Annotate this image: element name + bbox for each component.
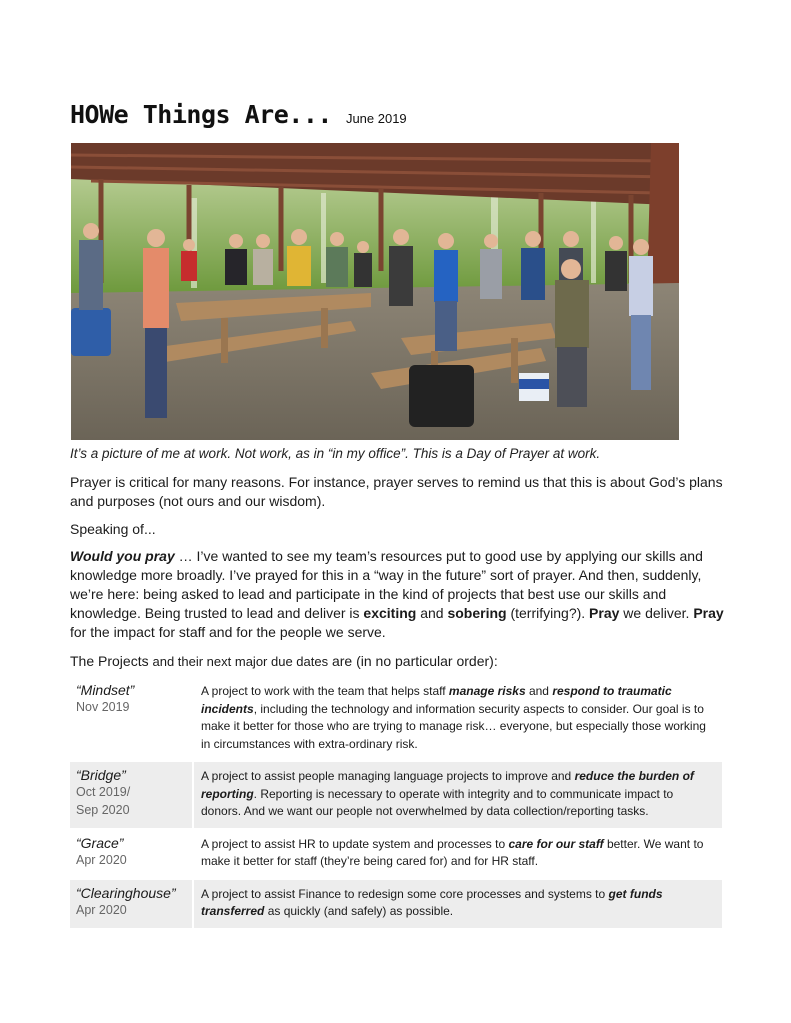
- page-title: HOWe Things Are...: [70, 100, 332, 129]
- project-description: A project to assist HR to update system and processes to care for our staff better. We want to make it better for staff (they’re being cared for) and for HR staff.: [193, 829, 722, 879]
- project-name: “Bridge”: [76, 767, 126, 783]
- projects-table: [70, 677, 722, 930]
- project-name-cell: [70, 761, 193, 829]
- projects-intro: The Projects and their next major due dates are (in no particular order):: [70, 653, 498, 669]
- issue-date: June 2019: [345, 111, 407, 126]
- table-row: [70, 761, 722, 829]
- project-due-date: Apr 2020: [76, 852, 127, 867]
- group-photo: [71, 143, 679, 440]
- project-name-cell: [70, 879, 193, 929]
- project-description: A project to work with the team that helps staff manage risks and respond to traumatic incidents, including the technology and information security aspects to consider. Our goal is to make it better for those who are trying to manage risk… everyone, but especially those working in circumstances with extra-ordinary risk.: [193, 677, 722, 761]
- transition-paragraph: Speaking of...: [70, 521, 156, 537]
- project-name: “Mindset”: [76, 682, 135, 698]
- photo-caption: It’s a picture of me at work. Not work, as in “in my office”. This is a Day of Prayer at work.: [70, 446, 601, 461]
- project-due-date: Sep 2020: [76, 803, 130, 817]
- project-description: A project to assist Finance to redesign some core processes and systems to get funds transferred as quickly (and safely) as possible.: [193, 879, 722, 929]
- table-row: [70, 677, 722, 761]
- page-header: [70, 100, 407, 129]
- table-row: [70, 829, 722, 879]
- project-due-date: Apr 2020: [76, 902, 127, 917]
- project-due-date: Nov 2019: [76, 700, 130, 714]
- project-due-date: Oct 2019/: [76, 785, 131, 799]
- prayer-lead: Would you pray: [70, 548, 175, 564]
- project-name-cell: [70, 829, 193, 879]
- project-name-cell: [70, 677, 193, 761]
- project-name: “Clearinghouse”: [76, 884, 176, 901]
- prayer-request-paragraph: Would you pray … I’ve wanted to see my team’s resources put to good use by applying our skills and knowledge more broadly. I’ve prayed for this in a “way in the future” sort of prayer. And then, suddenly, we’re here: being asked to lead and participate in the kind of projects that best use our skills and knowledge. Being trusted to lead and deliver is exciting and sobering (terrifying?). Pray we deliver. Pray for the impact for staff and for the people we serve.: [70, 548, 724, 640]
- project-name: “Grace”: [76, 834, 124, 851]
- project-description: A project to assist people managing language projects to improve and reduce the burden of reporting. Reporting is necessary to operate with integrity and to communicate impact to donors. And we want our people not overwhelmed by data collection/reporting tasks.: [193, 761, 722, 829]
- table-row: [70, 879, 722, 929]
- intro-paragraph: Prayer is critical for many reasons. For instance, prayer serves to remind us that this is about God’s plans and purposes (not ours and our wisdom).: [70, 474, 723, 509]
